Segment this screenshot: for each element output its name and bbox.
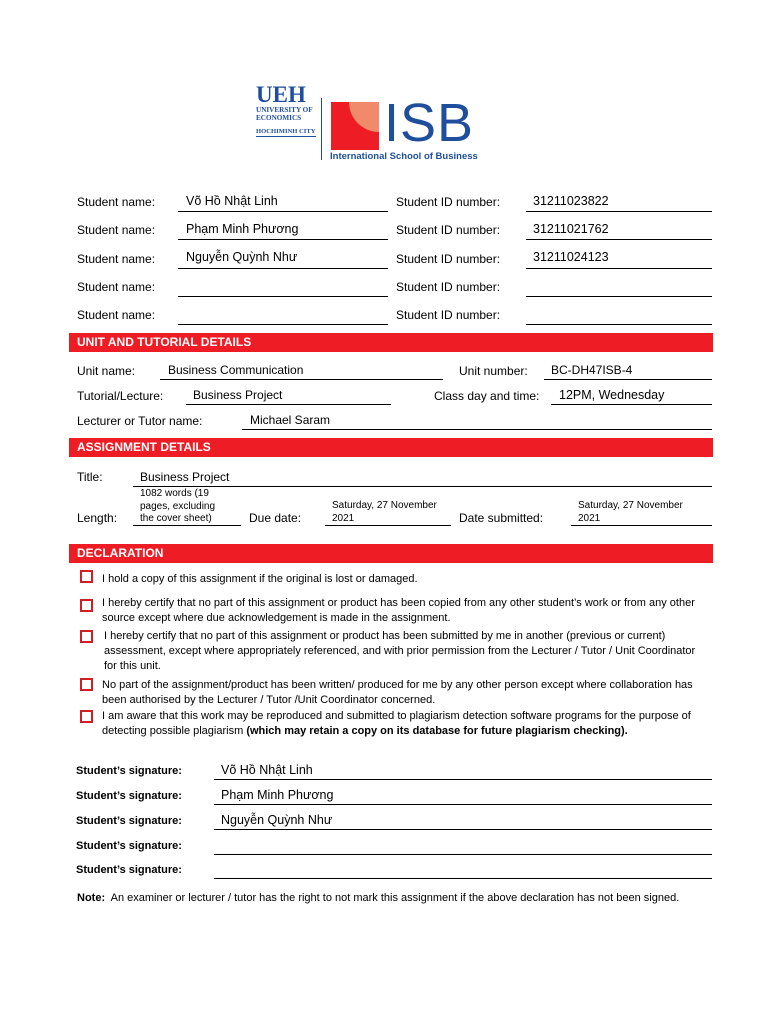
assignment-details-heading: ASSIGNMENT DETAILS (69, 438, 713, 457)
unit-number-label: Unit number: (459, 364, 528, 378)
length-line (133, 525, 241, 526)
student-id-line (526, 239, 712, 240)
signature-value: Phạm Minh Phương (221, 788, 334, 802)
ueh-logo-main: UEH (256, 82, 306, 107)
signature-label: Student’s signature: (76, 765, 182, 777)
student-id-line (526, 324, 712, 325)
student-name-label: Student name: (77, 308, 156, 322)
student-name-line (178, 211, 388, 212)
student-name-label: Student name: (77, 252, 156, 266)
ueh-logo (256, 84, 320, 144)
class-time-value: 12PM, Wednesday (559, 388, 665, 402)
date-submitted-label: Date submitted: (459, 511, 544, 525)
signature-value: Võ Hồ Nhật Linh (221, 763, 313, 777)
note-label: Note: (77, 892, 106, 904)
student-id-label: Student ID number: (396, 308, 501, 322)
date-submitted-line (571, 525, 712, 526)
student-id-value: 31211024123 (533, 250, 609, 264)
tutorial-value: Business Project (193, 388, 283, 402)
declaration-checkbox[interactable] (80, 710, 93, 723)
student-name-label: Student name: (77, 195, 156, 209)
signature-line (214, 804, 712, 805)
note-text: An examiner or lecturer / tutor has the right to not mark this assignment if the above declaration has not been signed. (105, 892, 680, 904)
student-name-line (178, 268, 388, 269)
declaration-checkbox[interactable] (80, 678, 93, 691)
tutorial-label: Tutorial/Lecture: (77, 389, 164, 403)
logo-divider (321, 98, 322, 160)
declaration-text: I hold a copy of this assignment if the original is lost or damaged. (102, 573, 418, 585)
date-submitted-value (578, 500, 683, 525)
unit-details-heading: UNIT AND TUTORIAL DETAILS (69, 333, 713, 352)
unit-name-label: Unit name: (77, 364, 136, 378)
student-name-value: Võ Hồ Nhật Linh (186, 194, 278, 208)
due-date-label: Due date: (249, 511, 302, 525)
class-time-line (551, 404, 712, 405)
ueh-logo-line2: ECONOMICS (256, 114, 302, 122)
student-name-label: Student name: (77, 280, 156, 294)
signature-label: Student’s signature: (76, 840, 182, 852)
length-line-1: 1082 words (19 (140, 488, 209, 499)
signature-line (214, 878, 712, 879)
ueh-logo-line3: HOCHIMINH CITY (256, 128, 316, 135)
signature-line (214, 829, 712, 830)
due-date-line-1: Saturday, 27 November (332, 500, 437, 511)
length-label: Length: (77, 511, 118, 525)
student-name-value: Phạm Minh Phương (186, 222, 299, 236)
due-date-line-2: 2021 (332, 512, 355, 524)
date-submitted-line-1: Saturday, 27 November (578, 500, 683, 511)
declaration-heading: DECLARATION (69, 544, 713, 563)
unit-number-value: BC-DH47ISB-4 (551, 363, 633, 377)
student-id-label: Student ID number: (396, 223, 501, 237)
student-id-line (526, 211, 712, 212)
declaration-text: I hereby certify that no part of this assignment or product has been copied from any other student’s work or from any other source except where due acknowledgement is made in the assignment. (102, 597, 695, 624)
date-submitted-line-2: 2021 (578, 512, 601, 524)
student-id-label: Student ID number: (396, 252, 501, 266)
student-name-line (178, 239, 388, 240)
signature-value: Nguyễn Quỳnh Như (221, 813, 333, 827)
isb-logo-main: ISB (384, 93, 475, 153)
signature-line (214, 779, 712, 780)
length-line-3: the cover sheet) (140, 513, 212, 524)
due-date-line (325, 525, 451, 526)
student-id-line (526, 296, 712, 297)
length-value (140, 488, 215, 526)
student-name-line (178, 324, 388, 325)
student-name-line (178, 296, 388, 297)
lecturer-value: Michael Saram (250, 413, 331, 427)
declaration-text-regular: I am aware that this work may be reproduced and submitted to plagiarism detection software programs for the purpose of detecting possible plagiarism (102, 710, 691, 737)
note (77, 890, 707, 906)
declaration-text-bold: (which may retain a copy on its database for future plagiarism checking). (246, 725, 628, 737)
length-line-2: pages, excluding (140, 500, 216, 512)
student-name-value: Nguyễn Quỳnh Như (186, 250, 298, 264)
ueh-logo-line1: UNIVERSITY OF (256, 106, 313, 114)
signature-label: Student’s signature: (76, 815, 182, 827)
student-id-label: Student ID number: (396, 280, 501, 294)
isb-logo-subtitle: International School of Business (330, 151, 478, 162)
declaration-checkbox[interactable] (80, 599, 93, 612)
signature-label: Student’s signature: (76, 864, 182, 876)
class-time-label: Class day and time: (434, 389, 540, 403)
student-name-label: Student name: (77, 223, 156, 237)
lecturer-line (242, 429, 712, 430)
student-id-line (526, 268, 712, 269)
title-line (133, 486, 712, 487)
title-label: Title: (77, 470, 103, 484)
student-id-value: 31211021762 (533, 222, 609, 236)
declaration-text (102, 709, 714, 739)
student-id-value: 31211023822 (533, 194, 609, 208)
title-value: Business Project (140, 470, 230, 484)
student-id-label: Student ID number: (396, 195, 501, 209)
signature-label: Student’s signature: (76, 790, 182, 802)
due-date-value (332, 500, 437, 525)
declaration-text: No part of the assignment/product has been written/ produced for me by any other person except where collaboration has been authorised by the Lecturer / Tutor /Unit Coordinator concerned. (102, 679, 693, 706)
tutorial-line (186, 404, 391, 405)
isb-logo-mark (331, 102, 379, 150)
unit-number-line (544, 379, 712, 380)
unit-name-line (160, 379, 443, 380)
unit-name-value: Business Communication (168, 363, 304, 377)
declaration-text: I hereby certify that no part of this assignment or product has been submitted by me in another (previous or current) assessment, except where appropriately referenced, and with prior permission from the Lecturer / Tutor / Unit Coordinator for this unit. (104, 630, 696, 672)
declaration-checkbox[interactable] (80, 630, 93, 643)
declaration-checkbox[interactable] (80, 570, 93, 583)
signature-line (214, 854, 712, 855)
lecturer-label: Lecturer or Tutor name: (77, 414, 203, 428)
